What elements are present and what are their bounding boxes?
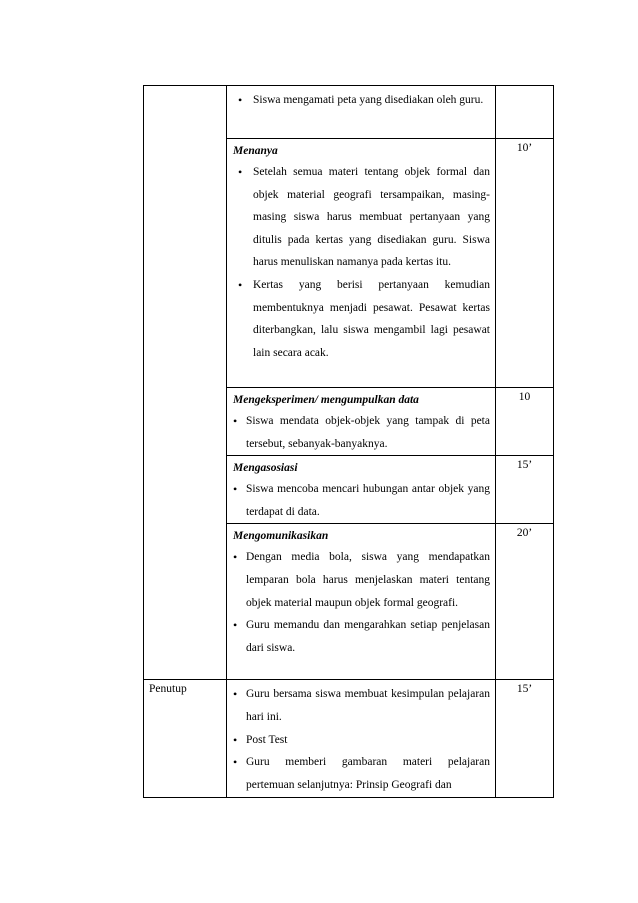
activity-cell [227, 524, 496, 680]
activity-cell [227, 456, 496, 524]
section-heading: Mengeksperimen/ mengumpulkan data [233, 394, 419, 406]
stage-cell: Penutup [144, 680, 227, 798]
list-item: • Guru bersama siswa membuat kesimpulan pelajaran hari ini. [233, 683, 490, 728]
section-heading: Menanya [233, 145, 278, 157]
activity-cell [227, 388, 496, 456]
table-row [144, 680, 554, 798]
section-heading: Mengasosiasi [233, 462, 298, 475]
list-item: • Siswa mencoba mencari hubungan antar objek yang terdapat di data. [233, 478, 490, 523]
list-item: • Dengan media bola, siswa yang mendapatkan lemparan bola harus menjelaskan materi tentang objek material maupun objek formal geografi. [233, 546, 490, 614]
table-row [144, 86, 554, 139]
time-cell [496, 86, 554, 139]
stage-cell [144, 86, 227, 680]
time-cell: 20’ [496, 524, 554, 680]
time-cell: 10 [496, 388, 554, 456]
time-cell: 15’ [496, 680, 554, 798]
activity-cell [227, 86, 496, 139]
section-heading: Mengomunikasikan [233, 530, 329, 543]
list-item: • Setelah semua materi tentang objek formal dan objek material geografi tersampaikan, masing-masing siswa harus membuat pertanyaan yang ditulis pada kertas yang disediakan guru. Siswa harus menuliskan namanya pada kertas itu. [233, 161, 490, 274]
list-item: • Post Test [233, 729, 490, 752]
list-item: • Siswa mengamati peta yang disediakan oleh guru. [233, 89, 490, 112]
lesson-activity-table [143, 85, 554, 798]
activity-cell [227, 139, 496, 388]
activity-cell [227, 680, 496, 798]
list-item: • Guru memberi gambaran materi pelajaran pertemuan selanjutnya: Prinsip Geografi dan [233, 751, 490, 796]
list-item: • Guru memandu dan mengarahkan setiap penjelasan dari siswa. [233, 614, 490, 659]
list-item: • Kertas yang berisi pertanyaan kemudian membentuknya menjadi pesawat. Pesawat kertas diterbangkan, lalu siswa mengambil lagi pesawat lain secara acak. [233, 274, 490, 364]
list-item: • Siswa mendata objek-objek yang tampak di peta tersebut, sebanyak-banyaknya. [233, 410, 490, 455]
time-cell: 10’ [496, 139, 554, 388]
time-cell: 15’ [496, 456, 554, 524]
